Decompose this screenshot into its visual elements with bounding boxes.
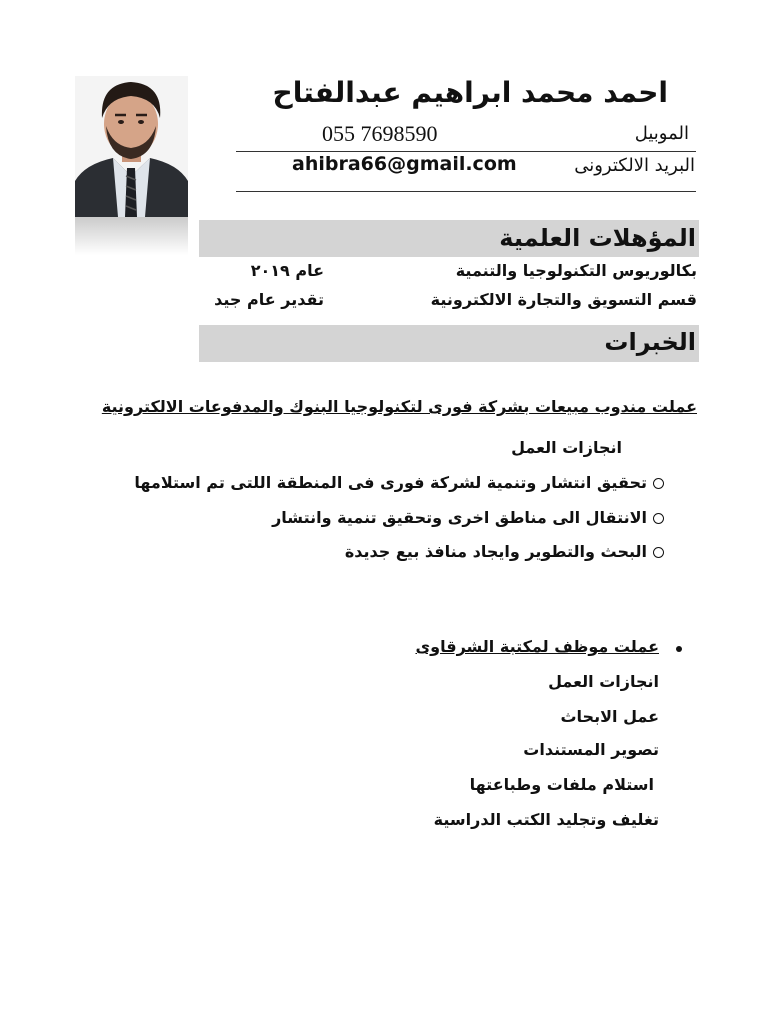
- experience-title: الخبرات: [604, 328, 696, 356]
- profile-photo: [75, 76, 188, 217]
- job2-achievement-item: عمل الابحاث: [560, 707, 659, 726]
- email-value: ahibra66@gmail.com: [292, 153, 517, 175]
- job2-achievement-item: تصوير المستندات: [523, 740, 659, 759]
- job2-achievements-label: انجازات العمل: [548, 672, 659, 691]
- job1-title: عملت مندوب مبيعات بشركة فورى لتكنولوجيا البنوك والمدفوعات الالكترونية: [101, 397, 697, 416]
- degree-year: عام ٢٠١٩: [250, 261, 324, 280]
- photo-reflection: [75, 217, 188, 255]
- divider-line: [236, 151, 696, 152]
- job1-achievements-label: انجازات العمل: [511, 438, 622, 457]
- circle-bullet-icon: [653, 547, 664, 558]
- mobile-value: 055 7698590: [322, 121, 438, 146]
- divider-line: [236, 191, 696, 192]
- circle-bullet-icon: [653, 513, 664, 524]
- department-text: قسم التسويق والتجارة الالكترونية: [430, 290, 697, 309]
- job1-achievement-item: الانتقال الى مناطق اخرى وتحقيق تنمية وانتشار: [272, 508, 664, 527]
- portrait-image: [75, 76, 188, 217]
- job2-title: عملت موظف لمكتبة الشرقاوى: [415, 637, 659, 656]
- circle-bullet-icon: [653, 478, 664, 489]
- candidate-name: احمد محمد ابراهيم عبدالفتاح: [272, 76, 668, 109]
- qualifications-title: المؤهلات العلمية: [499, 224, 696, 252]
- job1-achievement-item: البحث والتطوير وايجاد منافذ بيع جديدة: [345, 542, 664, 561]
- job2-achievement-item: تغليف وتجليد الكتب الدراسية: [433, 810, 659, 829]
- degree-text: بكالوريوس التكنولوجيا والتنمية: [455, 261, 697, 280]
- grade-text: تقدير عام جيد: [214, 290, 324, 309]
- email-label: البريد الالكترونى: [574, 155, 695, 176]
- job2-achievement-item: استلام ملفات وطباعتها: [469, 775, 654, 794]
- job1-achievement-item: تحقيق انتشار وتنمية لشركة فورى فى المنطقة اللتى تم استلامها: [134, 473, 664, 492]
- bullet-dot-icon: [676, 646, 682, 652]
- mobile-label: الموبيل: [634, 123, 689, 144]
